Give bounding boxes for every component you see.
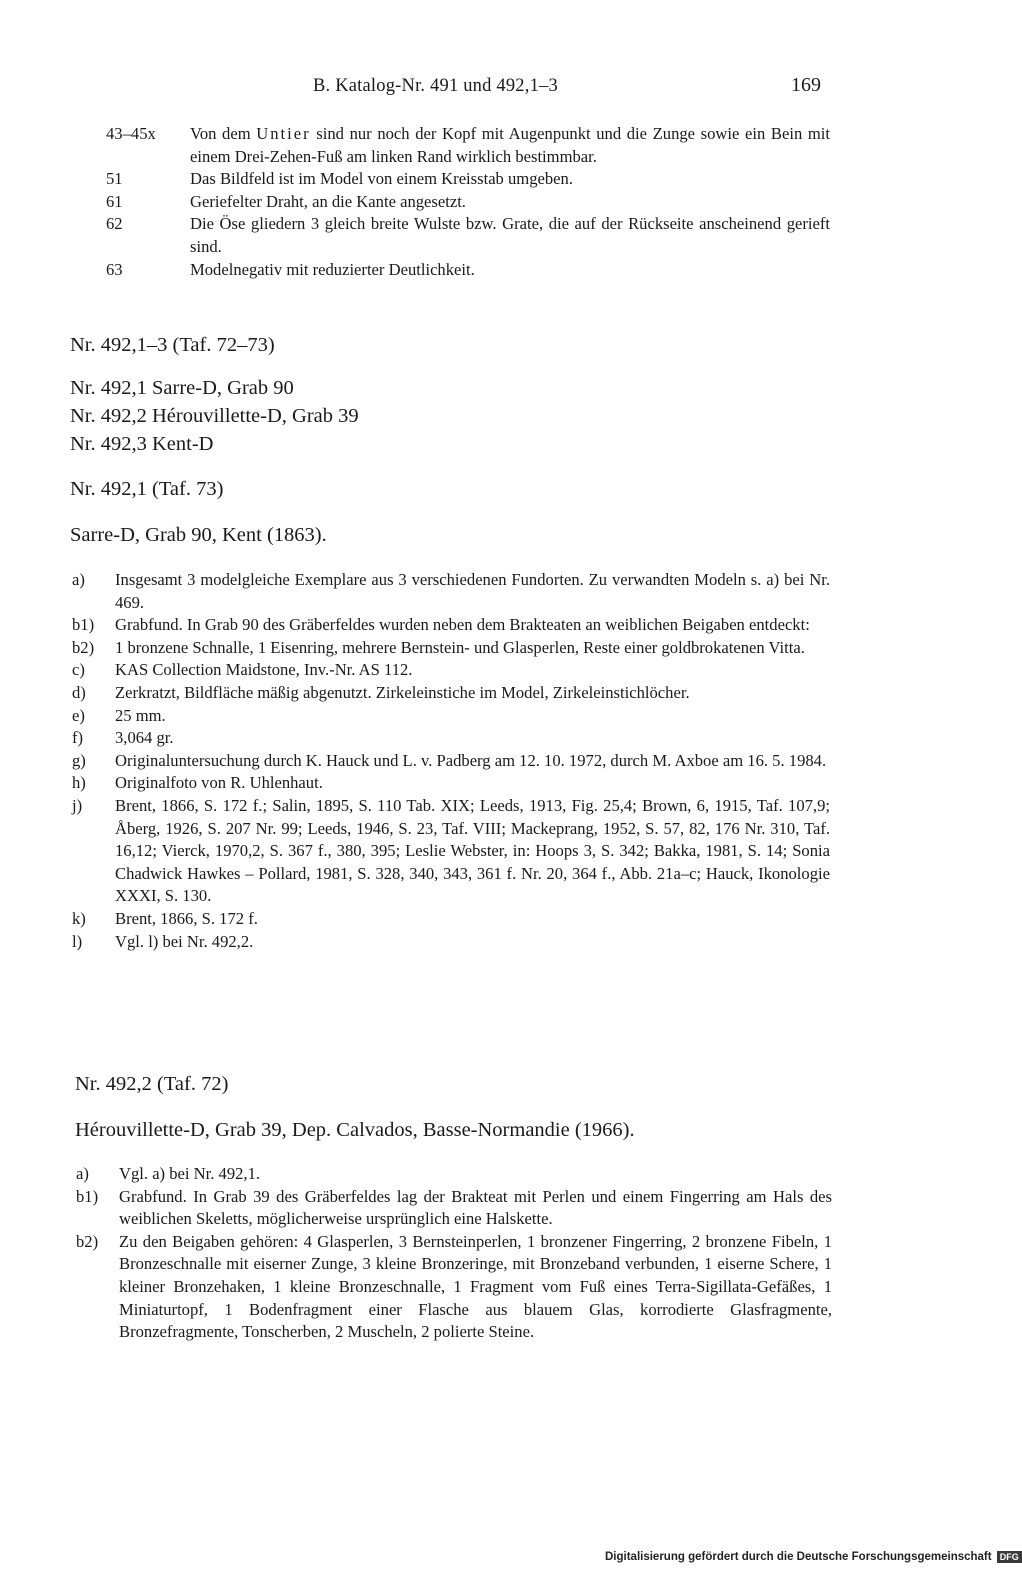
list-item <box>72 931 830 954</box>
list-item <box>72 569 830 614</box>
note-number: 62 <box>106 214 123 234</box>
note-text-spaced: Untier <box>256 124 311 143</box>
list-item <box>72 727 830 750</box>
entries-list-2 <box>76 1163 832 1344</box>
list-item <box>76 1163 832 1186</box>
item-heading-1: Nr. 492,1 Sarre-D, Grab 90 <box>70 377 294 399</box>
entry-text: Brent, 1866, S. 172 f.; Salin, 1895, S. 110 Tab. XIX; Leeds, 1913, Fig. 25,4; Brown, 6, 1915, Taf. 107,9; Åberg, 1926, S. 207 Nr. 99; Leeds, 1946, S. 23, Taf. VIII; Mackeprang, 1952, S. 57, 82, 176 Nr. 310, Taf. 16,12; Vierck, 1970,2, S. 367 f., 380, 395; Leslie Webster, in: Hoops 3, S. 342; Bakka, 1981, S. 14; Sonia Chadwick Hawkes – Pollard, 1981, S. 328, 340, 343, 361 f. Nr. 20, 364 f., Abb. 21a–c; Hauck, Ikonologie XXXI, S. 130. <box>115 795 830 906</box>
entry-key: a) <box>76 1164 89 1183</box>
note-text: Modelnegativ mit reduzierter Deutlichkeit. <box>190 259 475 279</box>
footer-credit <box>605 1551 1022 1563</box>
entry-text: Vgl. a) bei Nr. 492,1. <box>119 1164 261 1183</box>
list-item <box>72 795 830 908</box>
entry-key: g) <box>72 750 86 770</box>
entry-text: 25 mm. <box>115 705 166 725</box>
list-item <box>72 682 830 705</box>
section-heading-1: Nr. 492,1 (Taf. 73) <box>70 478 224 500</box>
entry-text: Grabfund. In Grab 90 des Gräberfeldes wurden neben dem Brakteaten an weiblichen Beigaben entdeckt: <box>115 615 810 635</box>
entry-key: h) <box>72 773 86 793</box>
note-item <box>106 191 830 214</box>
entry-key: c) <box>72 660 85 680</box>
entry-key: d) <box>72 682 86 702</box>
list-item <box>72 908 830 931</box>
page-number: 169 <box>791 74 821 96</box>
entry-text: Grabfund. In Grab 39 des Gräberfeldes lag der Brakteat mit Perlen und einem Fingerring am Hals des weiblichen Skeletts, möglicherweise ursprünglich eine Halskette. <box>119 1186 832 1229</box>
note-number: 63 <box>106 259 123 279</box>
note-text-part: Von dem <box>190 124 257 143</box>
entry-key: f) <box>72 728 84 748</box>
entry-text: Originalfoto von R. Uhlenhaut. <box>115 773 323 793</box>
list-item <box>76 1231 832 1344</box>
entry-text: Zerkratzt, Bildfläche mäßig abgenutzt. Zirkeleinstiche im Model, Zirkeleinstichlöcher. <box>115 682 690 702</box>
section-heading-2: Nr. 492,2 (Taf. 72) <box>75 1073 229 1095</box>
entry-text: Insgesamt 3 modelgleiche Exemplare aus 3 verschiedenen Fundorten. Zu verwandten Modeln s. a) bei Nr. 469. <box>115 570 830 612</box>
group-heading: Nr. 492,1–3 (Taf. 72–73) <box>70 334 275 356</box>
note-number: 51 <box>106 169 123 189</box>
note-text: Das Bildfeld ist im Model von einem Kreisstab umgeben. <box>190 169 573 189</box>
note-text: Die Öse gliedern 3 gleich breite Wulste bzw. Grate, die auf der Rückseite anscheinend gerieft sind. <box>190 214 830 256</box>
note-item <box>106 259 830 282</box>
entry-key: b1) <box>72 615 95 635</box>
list-item <box>72 772 830 795</box>
entry-text: Zu den Beigaben gehören: 4 Glasperlen, 3 Bernsteinperlen, 1 bronzener Fingerring, 2 bronzene Fibeln, 1 Bronzeschnalle mit eiserner Zunge, 3 kleine Bronzeringe, mit Bronzeband verbunden, 1 eiserne Schere, 1 kleiner Bronzehaken, 1 kleine Bronzeschnalle, 1 Fragment vom Fuß eines Terra-Sigillata-Gefäßes, 1 Miniaturtopf, 1 Bodenfragment einer Flasche aus blauem Glas, korrodierte Glasfragmente, Bronzefragmente, Tonscherben, 2 Muscheln, 2 polierte Steine. <box>119 1231 832 1342</box>
location-heading-1: Sarre-D, Grab 90, Kent (1863). <box>70 524 327 546</box>
running-header: B. Katalog-Nr. 491 und 492,1–3 <box>313 76 558 96</box>
entry-key: j) <box>72 795 83 815</box>
note-text-part: sind nur noch der Kopf mit Augenpunkt und die Zunge sowie ein Bein mit einem Drei-Zehen-Fuß am linken Rand wirklich bestimmbar. <box>190 124 830 166</box>
note-text: Geriefelter Draht, an die Kante angesetzt. <box>190 191 466 211</box>
note-number: 43–45x <box>106 124 156 143</box>
list-item <box>72 750 830 773</box>
entry-text: Brent, 1866, S. 172 f. <box>115 908 258 928</box>
note-number: 61 <box>106 191 123 211</box>
entry-key: e) <box>72 705 85 725</box>
entries-list-1 <box>72 569 830 953</box>
list-item <box>72 614 830 637</box>
note-text <box>190 123 830 168</box>
entry-text: Originaluntersuchung durch K. Hauck und L. v. Padberg am 12. 10. 1972, durch M. Axboe am 16. 5. 1984. <box>115 750 827 770</box>
notes-list <box>106 123 830 281</box>
entry-key: b2) <box>76 1231 99 1251</box>
entry-key: k) <box>72 908 86 928</box>
list-item <box>72 659 830 682</box>
list-item <box>72 637 830 660</box>
footer-text: Digitalisierung gefördert durch die Deutsche Forschungsgemeinschaft <box>605 1551 992 1564</box>
entry-text: 1 bronzene Schnalle, 1 Eisenring, mehrere Bernstein- und Glasperlen, Reste einer goldbrokatenen Vitta. <box>115 637 805 657</box>
item-heading-3: Nr. 492,3 Kent-D <box>70 433 214 455</box>
entry-text: 3,064 gr. <box>115 728 174 748</box>
note-item <box>106 123 830 168</box>
list-item <box>76 1186 832 1231</box>
item-heading-2: Nr. 492,2 Hérouvillette-D, Grab 39 <box>70 405 359 427</box>
entry-key: l) <box>72 931 83 951</box>
entry-key: b2) <box>72 637 95 657</box>
list-item <box>72 705 830 728</box>
note-item <box>106 168 830 191</box>
note-item <box>106 213 830 258</box>
entry-key: a) <box>72 570 85 589</box>
entry-key: b1) <box>76 1186 99 1206</box>
dfg-logo-icon: DFG <box>997 1551 1022 1563</box>
entry-text: Vgl. l) bei Nr. 492,2. <box>115 931 254 951</box>
entry-text: KAS Collection Maidstone, Inv.-Nr. AS 112. <box>115 660 413 680</box>
location-heading-2: Hérouvillette-D, Grab 39, Dep. Calvados, Basse-Normandie (1966). <box>75 1119 635 1141</box>
